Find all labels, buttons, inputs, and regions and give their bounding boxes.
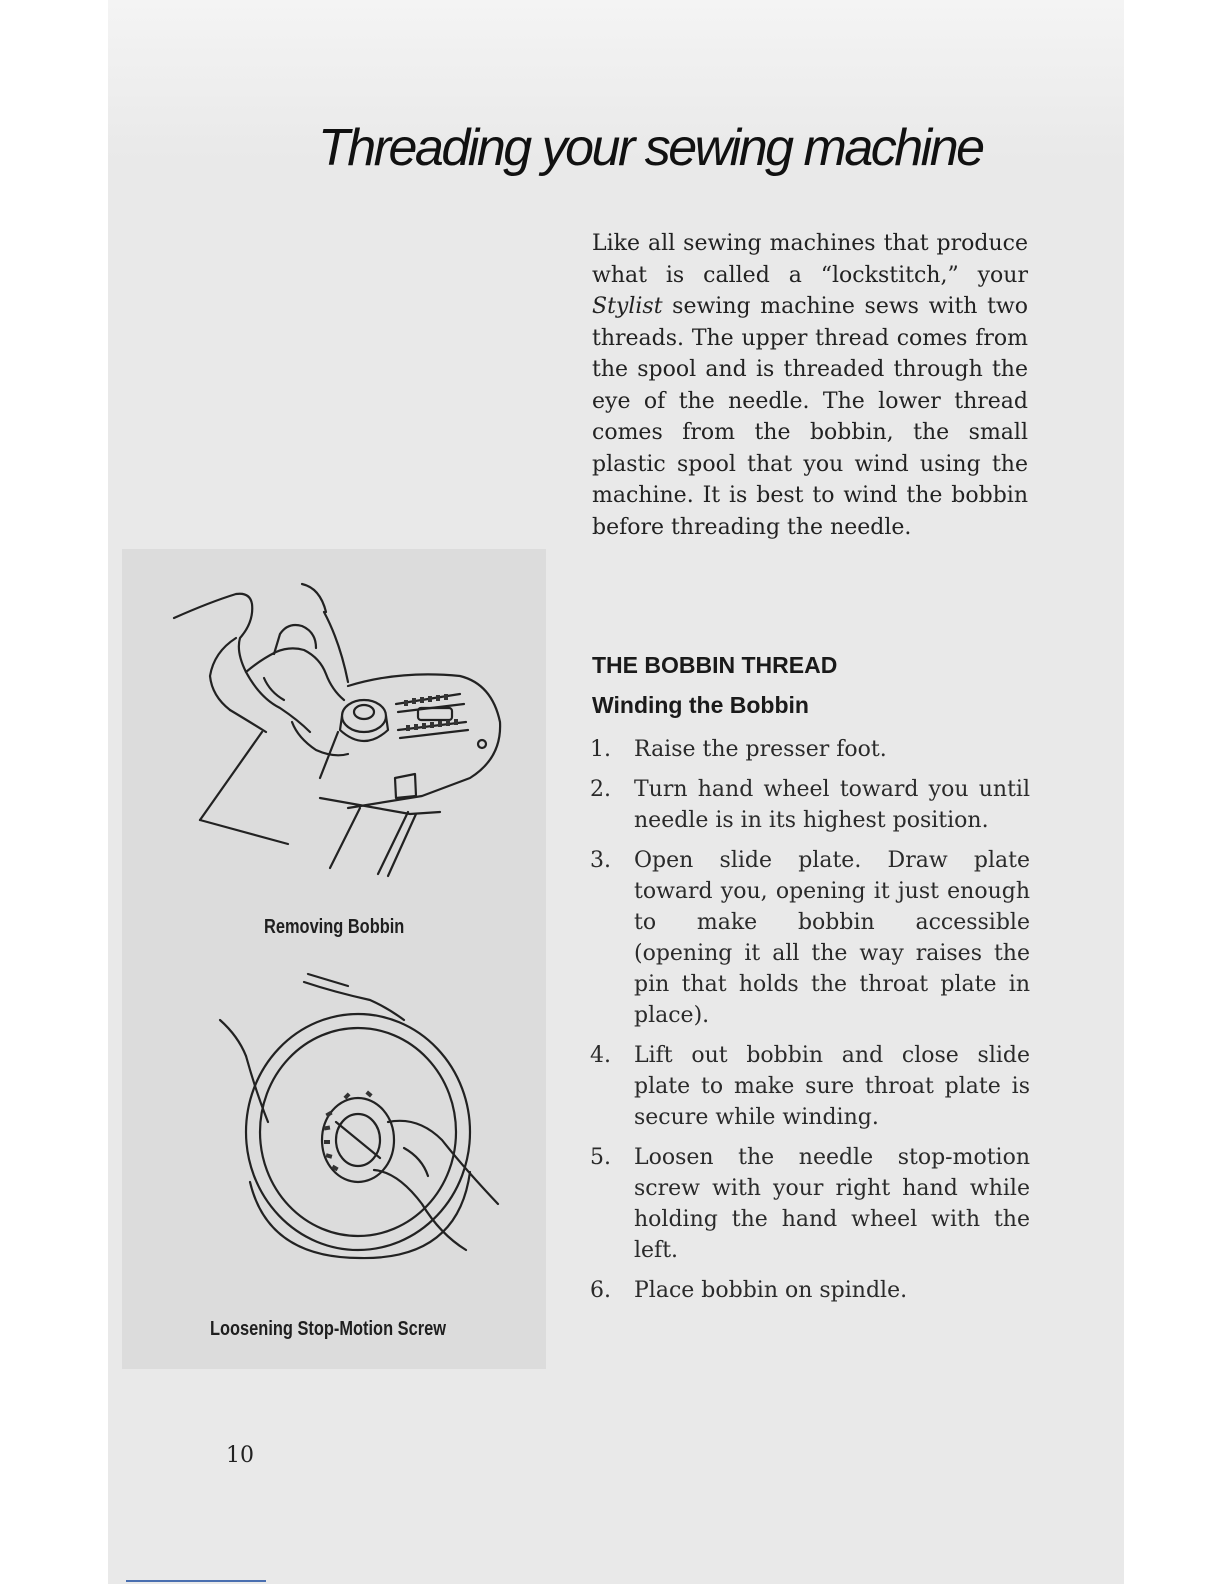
scan-edge-line <box>126 1580 266 1582</box>
step-number: 1. <box>590 737 611 762</box>
removing-bobbin-illustration <box>170 582 510 882</box>
step-text: Loosen the needle stop-motion screw with your right hand while holding the hand wheel with the left. <box>634 1145 1030 1263</box>
step-number: 5. <box>590 1145 611 1170</box>
steps-list <box>590 734 1030 1315</box>
step-text: Raise the presser foot. <box>634 737 887 762</box>
step-number: 3. <box>590 848 611 873</box>
step-item <box>590 774 1030 836</box>
removing-bobbin-caption: Removing Bobbin <box>264 916 405 938</box>
intro-text-2: sewing machine sews with two threads. The upper thread comes from the spool and is threaded through the eye of the needle. The lower thread comes from the bobbin, the small plastic spool that you wind using the machine. It is best to wind the bobbin before threading the needle. <box>592 294 1028 540</box>
step-item <box>590 1040 1030 1133</box>
page-number: 10 <box>226 1443 254 1468</box>
stop-motion-screw-illustration <box>208 972 508 1272</box>
brand-name: Stylist <box>592 294 663 319</box>
section-heading: THE BOBBIN THREAD <box>592 652 838 678</box>
step-text: Place bobbin on spindle. <box>634 1278 908 1303</box>
intro-paragraph <box>592 228 1028 543</box>
step-text: Turn hand wheel toward you until needle is in its highest position. <box>634 777 1030 833</box>
sub-heading: Winding the Bobbin <box>592 692 809 718</box>
step-text: Open slide plate. Draw plate toward you, opening it just enough to make bobbin accessible (opening it all the way raises the pin that holds the throat plate in place). <box>634 848 1030 1028</box>
step-item <box>590 734 1030 765</box>
intro-text-1: Like all sewing machines that produce what is called a “lockstitch,” your <box>592 231 1028 288</box>
step-item <box>590 1275 1030 1306</box>
page-title: Threading your sewing machine <box>318 119 983 177</box>
step-number: 6. <box>590 1278 611 1303</box>
step-number: 2. <box>590 777 611 802</box>
step-number: 4. <box>590 1043 611 1068</box>
stop-motion-caption: Loosening Stop-Motion Screw <box>210 1318 446 1340</box>
step-text: Lift out bobbin and close slide plate to make sure throat plate is secure while winding. <box>634 1043 1030 1130</box>
step-item <box>590 845 1030 1031</box>
step-item <box>590 1142 1030 1266</box>
